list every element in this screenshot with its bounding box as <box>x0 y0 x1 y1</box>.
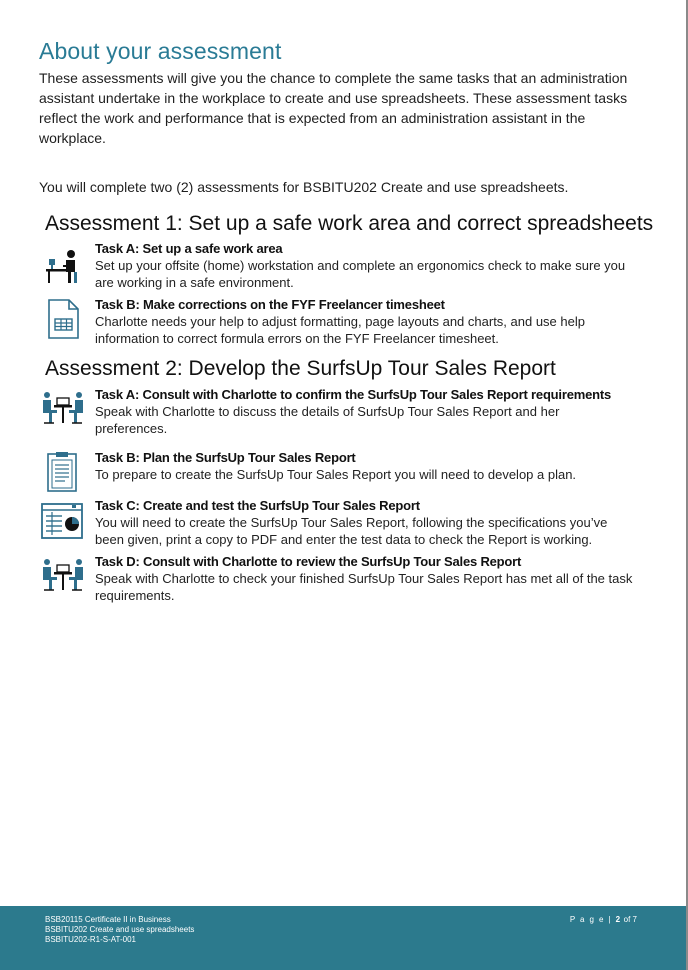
intro-paragraph: These assessments will give you the chance to complete the same tasks that an administration assistant undertake in the workplace to create and use spreadsheets. These assessment tasks reflect the work and performance that is expected from an administration assistant in the workplace. <box>39 70 628 146</box>
task-description: Speak with Charlotte to check your finished SurfsUp Tour Sales Report has met all of the task requirements. <box>95 571 633 603</box>
footer-line-unit: BSBITU202 Create and use spreadsheets <box>45 925 195 934</box>
page-number <box>570 915 637 924</box>
assessment-2-heading: Assessment 2: Develop the SurfsUp Tour Sales Report <box>45 357 556 380</box>
report-chart-icon <box>41 498 85 542</box>
footer-line-code: BSBITU202-R1-S-AT-001 <box>45 935 136 944</box>
task-title: Task B: Plan the SurfsUp Tour Sales Report <box>95 450 356 465</box>
assessment-count-text: You will complete two (2) assessments for BSBITU202 Create and use spreadsheets. <box>39 179 569 195</box>
assessment-1-heading: Assessment 1: Set up a safe work area and correct spreadsheets <box>45 212 654 235</box>
page-label: P a g e | <box>569 915 612 924</box>
clipboard-icon <box>41 450 85 494</box>
task-title: Task A: Set up a safe work area <box>95 241 283 256</box>
task-title: Task D: Consult with Charlotte to review the SurfsUp Tour Sales Report <box>95 554 522 569</box>
workstation-icon <box>41 241 85 285</box>
task-title: Task B: Make corrections on the FYF Freelancer timesheet <box>95 297 445 312</box>
task-description: You will need to create the SurfsUp Tour Sales Report, following the specifications you’ve been given, print a copy to PDF and enter the test data to check the Report is working. <box>95 515 608 547</box>
page-total: of 7 <box>623 915 637 924</box>
page-title: About your assessment <box>39 38 282 64</box>
meeting-icon <box>41 387 85 431</box>
meeting-icon <box>41 554 85 598</box>
task-description: Set up your offsite (home) workstation and complete an ergonomics check to make sure you are working in a safe environment. <box>95 258 626 290</box>
task-description: Charlotte needs your help to adjust formatting, page layouts and charts, and use help information to correct formula errors on the FYF Freelancer timesheet. <box>95 314 585 346</box>
task-title: Task C: Create and test the SurfsUp Tour Sales Report <box>95 498 420 513</box>
footer-course-info <box>45 915 194 945</box>
task-description: To prepare to create the SurfsUp Tour Sales Report you will need to develop a plan. <box>95 467 577 482</box>
task-description: Speak with Charlotte to discuss the details of SurfsUp Tour Sales Report and her preferences. <box>95 404 560 436</box>
task-title: Task A: Consult with Charlotte to confirm the SurfsUp Tour Sales Report requirements <box>95 387 612 402</box>
page-current: 2 <box>615 915 621 924</box>
spreadsheet-file-icon <box>41 297 85 341</box>
page-footer <box>0 906 686 970</box>
footer-line-qualification: BSB20115 Certificate II in Business <box>45 915 171 924</box>
